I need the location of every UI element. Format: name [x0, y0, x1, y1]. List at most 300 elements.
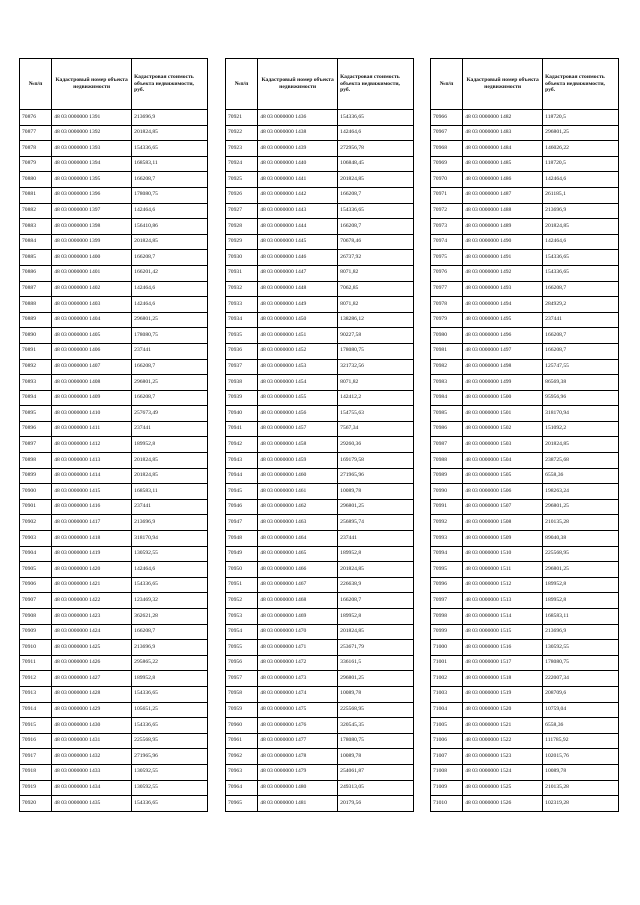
table-row [20, 141, 208, 157]
table-row [20, 640, 208, 656]
table-row [20, 515, 208, 531]
row-number: 70901 [20, 499, 52, 515]
row-number: 70947 [226, 515, 258, 531]
cadastral-cost: 178080,75 [338, 733, 414, 749]
cadastral-number: 48 03 0000000 1489 [463, 219, 543, 235]
cadastral-table-3 [430, 58, 619, 812]
cadastral-cost: 142464,6 [132, 562, 208, 578]
cadastral-number: 48 03 0000000 1443 [258, 203, 338, 219]
cadastral-cost: 296801,25 [543, 562, 619, 578]
row-number: 70926 [226, 187, 258, 203]
table-row [226, 156, 414, 172]
table-row [20, 671, 208, 687]
cadastral-number: 48 03 0000000 1502 [463, 421, 543, 437]
table-row [226, 234, 414, 250]
cadastral-number: 48 03 0000000 1455 [258, 390, 338, 406]
cadastral-number: 48 03 0000000 1504 [463, 453, 543, 469]
row-number: 71009 [431, 780, 463, 796]
cadastral-number: 48 03 0000000 1401 [52, 265, 132, 281]
cadastral-cost: 20179,56 [338, 796, 414, 812]
table-row [226, 593, 414, 609]
cadastral-cost: 189952,8 [132, 437, 208, 453]
cadastral-cost: 296801,25 [132, 312, 208, 328]
table-row [226, 640, 414, 656]
row-number: 70887 [20, 281, 52, 297]
cadastral-cost: 189952,8 [543, 577, 619, 593]
cadastral-cost: 210135,28 [543, 780, 619, 796]
cadastral-number: 48 03 0000000 1514 [463, 609, 543, 625]
table-row [431, 718, 619, 734]
cadastral-number: 48 03 0000000 1435 [52, 796, 132, 812]
cadastral-cost: 102319,28 [543, 796, 619, 812]
table-row [226, 484, 414, 500]
cadastral-cost: 130592,55 [132, 546, 208, 562]
cadastral-number: 48 03 0000000 1433 [52, 764, 132, 780]
table-row [431, 577, 619, 593]
row-number: 70881 [20, 187, 52, 203]
cadastral-cost: 123469,32 [132, 593, 208, 609]
cadastral-cost: 213696,9 [543, 624, 619, 640]
cadastral-number: 48 03 0000000 1418 [52, 531, 132, 547]
table-row [20, 546, 208, 562]
cadastral-number: 48 03 0000000 1436 [258, 110, 338, 126]
cadastral-number: 48 03 0000000 1467 [258, 577, 338, 593]
row-number: 70882 [20, 203, 52, 219]
table-row [431, 531, 619, 547]
cadastral-number: 48 03 0000000 1463 [258, 515, 338, 531]
cadastral-number: 48 03 0000000 1487 [463, 187, 543, 203]
table-row [226, 624, 414, 640]
cadastral-cost: 154336,65 [132, 718, 208, 734]
cadastral-number: 48 03 0000000 1442 [258, 187, 338, 203]
cadastral-cost: 166208,7 [543, 328, 619, 344]
table-row [226, 531, 414, 547]
row-number: 70957 [226, 671, 258, 687]
row-number: 70943 [226, 453, 258, 469]
table-row [431, 265, 619, 281]
table-row [226, 406, 414, 422]
cadastral-cost: 166208,7 [543, 343, 619, 359]
table-row [226, 187, 414, 203]
cadastral-cost: 8071,82 [338, 297, 414, 313]
table-row [20, 328, 208, 344]
table-row [431, 702, 619, 718]
cadastral-number: 48 03 0000000 1400 [52, 250, 132, 266]
cadastral-cost: 225568,95 [543, 546, 619, 562]
row-number: 70933 [226, 297, 258, 313]
cadastral-cost: 26737,92 [338, 250, 414, 266]
cadastral-number: 48 03 0000000 1399 [52, 234, 132, 250]
row-number: 70941 [226, 421, 258, 437]
cadastral-number: 48 03 0000000 1423 [52, 609, 132, 625]
cadastral-cost: 318170,94 [132, 531, 208, 547]
row-number: 70951 [226, 577, 258, 593]
cadastral-number: 48 03 0000000 1450 [258, 312, 338, 328]
table-row [431, 328, 619, 344]
cadastral-cost: 10089,78 [338, 749, 414, 765]
table-row [431, 437, 619, 453]
row-number: 70890 [20, 328, 52, 344]
row-number: 70904 [20, 546, 52, 562]
row-number: 70983 [431, 375, 463, 391]
row-number: 70997 [431, 593, 463, 609]
table-row [226, 562, 414, 578]
table-row [226, 219, 414, 235]
cadastral-cost: 237441 [543, 312, 619, 328]
cadastral-cost: 89040,38 [543, 531, 619, 547]
table-row [20, 468, 208, 484]
table-row [20, 187, 208, 203]
row-number: 70938 [226, 375, 258, 391]
row-number: 70921 [226, 110, 258, 126]
table-row [226, 577, 414, 593]
header-num: №п/п [20, 59, 52, 110]
table-row [431, 733, 619, 749]
row-number: 70883 [20, 219, 52, 235]
table-row [431, 390, 619, 406]
row-number: 70911 [20, 655, 52, 671]
table-row [226, 609, 414, 625]
cadastral-cost: 296801,25 [132, 375, 208, 391]
row-number: 70920 [20, 796, 52, 812]
row-number: 70888 [20, 297, 52, 313]
table-row [431, 515, 619, 531]
header-cost: Кадастровая стоимость объекта недвижимости, руб. [338, 59, 414, 110]
row-number: 70954 [226, 624, 258, 640]
table-row [431, 764, 619, 780]
table-row [226, 468, 414, 484]
cadastral-number: 48 03 0000000 1405 [52, 328, 132, 344]
cadastral-number: 48 03 0000000 1505 [463, 468, 543, 484]
row-number: 70935 [226, 328, 258, 344]
row-number: 70948 [226, 531, 258, 547]
table-row [431, 156, 619, 172]
row-number: 70934 [226, 312, 258, 328]
row-number: 70961 [226, 733, 258, 749]
cadastral-cost: 105651,25 [132, 702, 208, 718]
cadastral-cost: 213696,9 [132, 640, 208, 656]
cadastral-cost: 178080,75 [132, 328, 208, 344]
cadastral-number: 48 03 0000000 1492 [463, 265, 543, 281]
cadastral-number: 48 03 0000000 1521 [463, 718, 543, 734]
cadastral-number: 48 03 0000000 1392 [52, 125, 132, 141]
table-row [431, 546, 619, 562]
table-row [226, 390, 414, 406]
cadastral-table-2 [225, 58, 414, 812]
header-cost: Кадастровая стоимость объекта недвижимости, руб. [543, 59, 619, 110]
cadastral-number: 48 03 0000000 1499 [463, 375, 543, 391]
row-number: 70914 [20, 702, 52, 718]
cadastral-cost: 201824,85 [132, 125, 208, 141]
row-number: 70981 [431, 343, 463, 359]
cadastral-number: 48 03 0000000 1411 [52, 421, 132, 437]
cadastral-number: 48 03 0000000 1468 [258, 593, 338, 609]
cadastral-cost: 253671,79 [338, 640, 414, 656]
table-row [431, 796, 619, 812]
row-number: 70879 [20, 156, 52, 172]
row-number: 70937 [226, 359, 258, 375]
row-number: 70990 [431, 484, 463, 500]
cadastral-number: 48 03 0000000 1413 [52, 453, 132, 469]
table-row [431, 593, 619, 609]
cadastral-number: 48 03 0000000 1420 [52, 562, 132, 578]
cadastral-number: 48 03 0000000 1448 [258, 281, 338, 297]
row-number: 70932 [226, 281, 258, 297]
table-row [20, 764, 208, 780]
table-row [226, 453, 414, 469]
row-number: 70909 [20, 624, 52, 640]
cadastral-cost: 189952,8 [543, 593, 619, 609]
row-number: 70991 [431, 499, 463, 515]
cadastral-number: 48 03 0000000 1466 [258, 562, 338, 578]
table-row [20, 702, 208, 718]
row-number: 70994 [431, 546, 463, 562]
row-number: 70895 [20, 406, 52, 422]
cadastral-number: 48 03 0000000 1404 [52, 312, 132, 328]
cadastral-number: 48 03 0000000 1471 [258, 640, 338, 656]
cadastral-cost: 166208,7 [338, 219, 414, 235]
cadastral-cost: 156410,86 [132, 219, 208, 235]
row-number: 70922 [226, 125, 258, 141]
cadastral-number: 48 03 0000000 1472 [258, 655, 338, 671]
table-row [431, 655, 619, 671]
row-number: 70876 [20, 110, 52, 126]
cadastral-number: 48 03 0000000 1406 [52, 343, 132, 359]
cadastral-number: 48 03 0000000 1525 [463, 780, 543, 796]
cadastral-number: 48 03 0000000 1465 [258, 546, 338, 562]
row-number: 70897 [20, 437, 52, 453]
table-row [20, 281, 208, 297]
row-number: 70893 [20, 375, 52, 391]
row-number: 70963 [226, 764, 258, 780]
cadastral-number: 48 03 0000000 1396 [52, 187, 132, 203]
cadastral-number: 48 03 0000000 1454 [258, 375, 338, 391]
cadastral-number: 48 03 0000000 1496 [463, 328, 543, 344]
row-number: 70927 [226, 203, 258, 219]
cadastral-number: 48 03 0000000 1503 [463, 437, 543, 453]
table-row [20, 219, 208, 235]
cadastral-cost: 6558,36 [543, 718, 619, 734]
cadastral-cost: 296801,25 [543, 499, 619, 515]
cadastral-number: 48 03 0000000 1407 [52, 359, 132, 375]
cadastral-cost: 142464,6 [543, 172, 619, 188]
cadastral-number: 48 03 0000000 1395 [52, 172, 132, 188]
row-number: 70949 [226, 546, 258, 562]
cadastral-number: 48 03 0000000 1451 [258, 328, 338, 344]
row-number: 70919 [20, 780, 52, 796]
table-row [20, 421, 208, 437]
cadastral-number: 48 03 0000000 1501 [463, 406, 543, 422]
cadastral-cost: 151092,2 [543, 421, 619, 437]
table-row [431, 686, 619, 702]
cadastral-cost: 118720,5 [543, 156, 619, 172]
cadastral-cost: 142464,6 [543, 234, 619, 250]
table-row [20, 234, 208, 250]
header-num: №п/п [431, 59, 463, 110]
row-number: 70950 [226, 562, 258, 578]
cadastral-number: 48 03 0000000 1456 [258, 406, 338, 422]
cadastral-cost: 189952,8 [132, 671, 208, 687]
cadastral-number: 48 03 0000000 1414 [52, 468, 132, 484]
cadastral-number: 48 03 0000000 1470 [258, 624, 338, 640]
cadastral-number: 48 03 0000000 1497 [463, 343, 543, 359]
header-cadastral: Кадастровый номер объекта недвижимости [52, 59, 132, 110]
cadastral-number: 48 03 0000000 1462 [258, 499, 338, 515]
row-number: 70974 [431, 234, 463, 250]
cadastral-cost: 213696,9 [132, 110, 208, 126]
cadastral-number: 48 03 0000000 1409 [52, 390, 132, 406]
cadastral-cost: 70678,46 [338, 234, 414, 250]
row-number: 70969 [431, 156, 463, 172]
cadastral-number: 48 03 0000000 1485 [463, 156, 543, 172]
cadastral-number: 48 03 0000000 1486 [463, 172, 543, 188]
table-row [431, 624, 619, 640]
row-number: 70988 [431, 453, 463, 469]
cadastral-number: 48 03 0000000 1513 [463, 593, 543, 609]
row-number: 70896 [20, 421, 52, 437]
cadastral-number: 48 03 0000000 1488 [463, 203, 543, 219]
cadastral-number: 48 03 0000000 1452 [258, 343, 338, 359]
cadastral-number: 48 03 0000000 1508 [463, 515, 543, 531]
table-row [226, 343, 414, 359]
header-num: №п/п [226, 59, 258, 110]
cadastral-number: 48 03 0000000 1522 [463, 733, 543, 749]
table-row [226, 250, 414, 266]
cadastral-number: 48 03 0000000 1517 [463, 655, 543, 671]
table-row [431, 110, 619, 126]
table-row [226, 780, 414, 796]
cadastral-cost: 6558,36 [543, 468, 619, 484]
cadastral-cost: 154336,65 [132, 686, 208, 702]
row-number: 70899 [20, 468, 52, 484]
cadastral-number: 48 03 0000000 1397 [52, 203, 132, 219]
cadastral-cost: 237441 [338, 531, 414, 547]
cadastral-cost: 201824,85 [132, 468, 208, 484]
cadastral-number: 48 03 0000000 1424 [52, 624, 132, 640]
row-number: 70910 [20, 640, 52, 656]
table-row [20, 312, 208, 328]
cadastral-number: 48 03 0000000 1477 [258, 733, 338, 749]
table-row [20, 156, 208, 172]
table-row [226, 546, 414, 562]
cadastral-number: 48 03 0000000 1402 [52, 281, 132, 297]
row-number: 70940 [226, 406, 258, 422]
row-number: 70996 [431, 577, 463, 593]
row-number: 70913 [20, 686, 52, 702]
table-row [431, 203, 619, 219]
row-number: 70984 [431, 390, 463, 406]
cadastral-number: 48 03 0000000 1494 [463, 297, 543, 313]
cadastral-cost: 10759,04 [543, 702, 619, 718]
cadastral-cost: 189952,8 [338, 609, 414, 625]
cadastral-number: 48 03 0000000 1447 [258, 265, 338, 281]
table-row [20, 343, 208, 359]
row-number: 70928 [226, 219, 258, 235]
cadastral-number: 48 03 0000000 1474 [258, 686, 338, 702]
table-row [431, 671, 619, 687]
cadastral-number: 48 03 0000000 1403 [52, 297, 132, 313]
table-row [226, 702, 414, 718]
cadastral-cost: 256895,74 [338, 515, 414, 531]
cadastral-cost: 201824,85 [338, 624, 414, 640]
row-number: 70898 [20, 453, 52, 469]
cadastral-number: 48 03 0000000 1458 [258, 437, 338, 453]
table-row [20, 686, 208, 702]
row-number: 71010 [431, 796, 463, 812]
cadastral-number: 48 03 0000000 1490 [463, 234, 543, 250]
cadastral-number: 48 03 0000000 1484 [463, 141, 543, 157]
cadastral-cost: 166208,7 [132, 359, 208, 375]
cadastral-cost: 237441 [132, 421, 208, 437]
cadastral-number: 48 03 0000000 1460 [258, 468, 338, 484]
row-number: 70884 [20, 234, 52, 250]
row-number: 70918 [20, 764, 52, 780]
cadastral-number: 48 03 0000000 1509 [463, 531, 543, 547]
cadastral-cost: 10089,78 [543, 764, 619, 780]
cadastral-number: 48 03 0000000 1478 [258, 749, 338, 765]
cadastral-number: 48 03 0000000 1449 [258, 297, 338, 313]
cadastral-cost: 225568,95 [132, 733, 208, 749]
cadastral-cost: 166208,7 [338, 593, 414, 609]
cadastral-number: 48 03 0000000 1519 [463, 686, 543, 702]
row-number: 70923 [226, 141, 258, 157]
cadastral-cost: 154336,65 [132, 141, 208, 157]
cadastral-cost: 142464,6 [132, 203, 208, 219]
cadastral-number: 48 03 0000000 1493 [463, 281, 543, 297]
row-number: 70980 [431, 328, 463, 344]
cadastral-number: 48 03 0000000 1524 [463, 764, 543, 780]
cadastral-number: 48 03 0000000 1412 [52, 437, 132, 453]
cadastral-number: 48 03 0000000 1416 [52, 499, 132, 515]
table-row [20, 359, 208, 375]
row-number: 70931 [226, 265, 258, 281]
table-row [20, 718, 208, 734]
table-row [226, 110, 414, 126]
cadastral-number: 48 03 0000000 1431 [52, 733, 132, 749]
cadastral-number: 48 03 0000000 1398 [52, 219, 132, 235]
cadastral-cost: 10089,78 [338, 686, 414, 702]
cadastral-cost: 296801,25 [338, 671, 414, 687]
row-number: 70929 [226, 234, 258, 250]
row-number: 70998 [431, 609, 463, 625]
cadastral-cost: 213696,9 [543, 203, 619, 219]
cadastral-number: 48 03 0000000 1498 [463, 359, 543, 375]
cadastral-cost: 154336,65 [132, 796, 208, 812]
row-number: 70889 [20, 312, 52, 328]
table-row [431, 406, 619, 422]
cadastral-cost: 7567,34 [338, 421, 414, 437]
row-number: 70973 [431, 219, 463, 235]
row-number: 70878 [20, 141, 52, 157]
cadastral-cost: 7062,85 [338, 281, 414, 297]
cadastral-number: 48 03 0000000 1434 [52, 780, 132, 796]
row-number: 70959 [226, 702, 258, 718]
table-row [431, 187, 619, 203]
header-cadastral: Кадастровый номер объекта недвижимости [463, 59, 543, 110]
row-number: 70917 [20, 749, 52, 765]
cadastral-cost: 118720,5 [543, 110, 619, 126]
cadastral-number: 48 03 0000000 1491 [463, 250, 543, 266]
cadastral-number: 48 03 0000000 1426 [52, 655, 132, 671]
cadastral-number: 48 03 0000000 1391 [52, 110, 132, 126]
table-row [431, 453, 619, 469]
table-row [20, 796, 208, 812]
row-number: 70903 [20, 531, 52, 547]
table-row [226, 515, 414, 531]
table-row [20, 110, 208, 126]
cadastral-number: 48 03 0000000 1438 [258, 125, 338, 141]
cadastral-cost: 130592,55 [132, 780, 208, 796]
